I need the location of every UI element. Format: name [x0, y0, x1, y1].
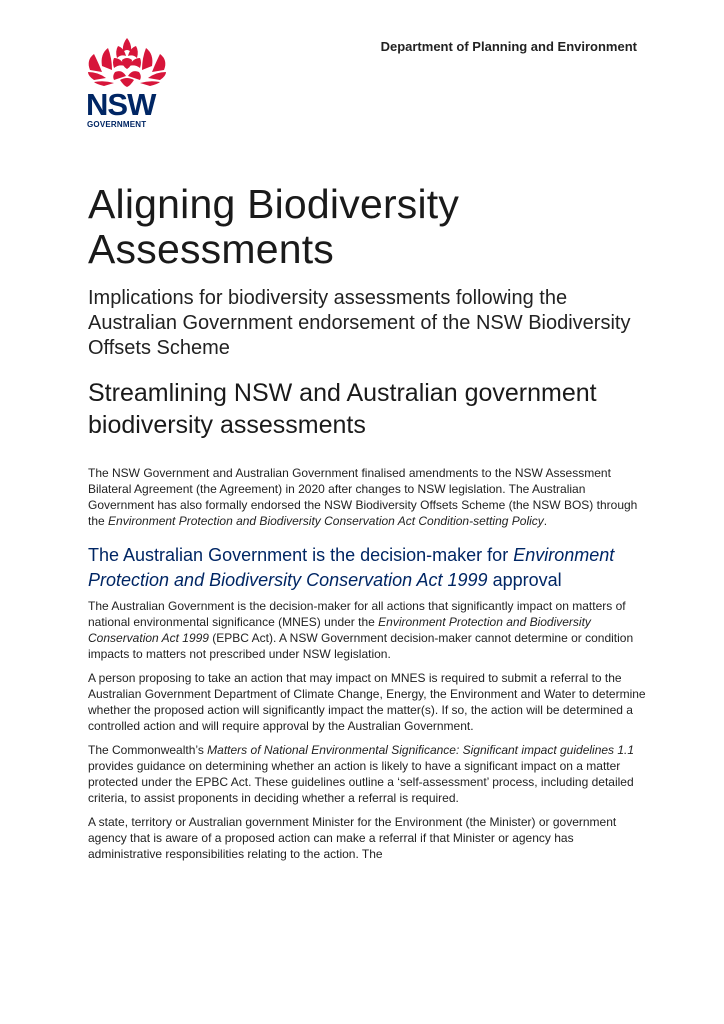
act-title: Environment Protection and Biodiversity Conservation Act 1999 — [88, 545, 615, 590]
section-heading: Streamlining NSW and Australian government biodiversity assessments — [88, 379, 597, 439]
waratah-flower-icon — [84, 36, 170, 88]
document-subtitle: Implications for biodiversity assessments following the Australian Government endorsement of the NSW Biodiversity Offsets Scheme — [88, 287, 631, 359]
logo-sub-text: GOVERNMENT — [87, 120, 147, 129]
logo-wordmark: NSW — [86, 87, 156, 122]
guidelines-title: Matters of National Environmental Significance: Significant impact guidelines 1.1 — [207, 743, 635, 757]
intro-paragraph: The NSW Government and Australian Government finalised amendments to the NSW Assessment Bilateral Agreement (the Agreement) in 2020 after changes to NSW legislation. The Australian Government has also formally endorsed the NSW Biodiversity Offsets Scheme (the NSW BOS) through the Environment Protection and Biodiversity Conservation Act Condition-setting Policy. — [88, 466, 638, 528]
paragraph-4: A state, territory or Australian government Minister for the Environment (the Minister) or government agency that is aware of a proposed action can make a referral if that Minister or agency has administrative responsibilities relating to the action. The — [88, 815, 617, 861]
nsw-government-logo — [84, 36, 174, 130]
document-title: Aligning Biodiversity Assessments — [88, 181, 460, 272]
paragraph-2: A person proposing to take an action that may impact on MNES is required to submit a referral to the Australian Government Department of Climate Change, Energy, the Environment and Water to determine whether the proposed action will significantly impact the matter(s). If so, the action will be determined a controlled action and will require approval by the Australian Government. — [88, 671, 646, 733]
paragraph-3: The Commonwealth’s Matters of National Environmental Significance: Significant impact guidelines 1.1 provides guidance on determining whether an action is likely to have a significant impact on a matter protected under the EPBC Act. These guidelines outline a ‘self-assessment’ process, including detailed criteria, to assist proponents in deciding whether a referral is required. — [88, 743, 635, 805]
act-title-inline: Environment Protection and Biodiversity Conservation Act 1999 — [88, 615, 591, 645]
decision-maker-heading: The Australian Government is the decision-maker for Environment Protection and Biodiversity Conservation Act 1999 approval — [88, 545, 615, 590]
policy-title: Environment Protection and Biodiversity Conservation Act Condition-setting Policy — [108, 514, 544, 528]
department-name: Department of Planning and Environment — [380, 39, 637, 54]
paragraph-1: The Australian Government is the decision-maker for all actions that significantly impact on matters of national environmental significance (MNES) under the Environment Protection and Biodiversity Conservation Act 1999 (EPBC Act). A NSW Government decision-maker cannot determine or condition impacts to matters not prescribed under NSW legislation. — [88, 599, 634, 661]
document-body — [88, 182, 648, 862]
